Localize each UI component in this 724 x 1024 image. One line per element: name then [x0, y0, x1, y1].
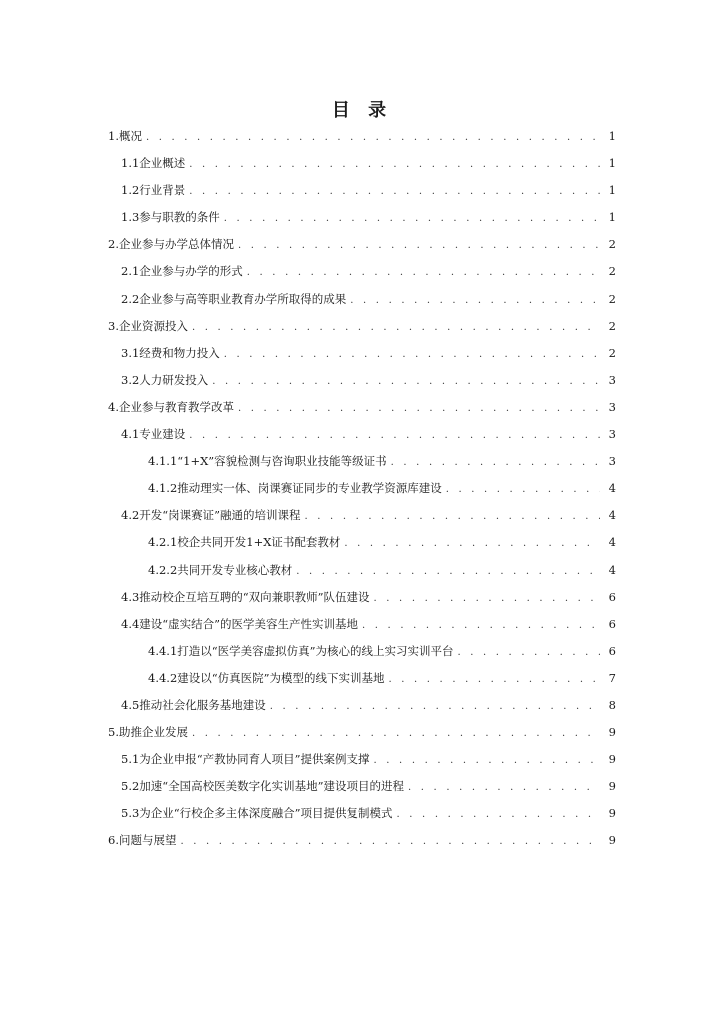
toc-entry[interactable]: [108, 367, 616, 394]
toc-page-number: 9: [608, 833, 616, 848]
toc-entry-title: 4.2开发“岗课赛证”融通的培训课程: [121, 508, 301, 523]
toc-entry[interactable]: [108, 611, 616, 638]
toc-dot-leader: [180, 828, 600, 855]
toc-entry[interactable]: [108, 584, 616, 611]
toc-dot-leader: [374, 747, 600, 774]
toc-dot-leader: [192, 314, 600, 341]
toc-page-number: 9: [608, 752, 616, 767]
toc-entry[interactable]: [108, 231, 616, 258]
toc-entry-title: 4.2.2共同开发专业核心教材: [148, 562, 293, 577]
toc-entry-title: 1.1企业概述: [121, 156, 186, 171]
toc-entry-title: 2.1企业参与办学的形式: [121, 264, 243, 279]
toc-title: 目 录: [331, 100, 393, 121]
toc-entry-title: 4.3推动校企互培互聘的“双向兼职教师”队伍建设: [121, 589, 370, 604]
toc-entry[interactable]: [108, 638, 616, 665]
toc-dot-leader: [270, 693, 600, 720]
toc-entry-title: 5.1为企业申报“产教协同育人项目”提供案例支撑: [121, 752, 370, 767]
toc-entry-title: 4.1.1“1+X”容貌检测与咨询职业技能等级证书: [148, 454, 387, 469]
toc-entry-title: 2.企业参与办学总体情况: [108, 237, 234, 252]
toc-dot-leader: [224, 205, 600, 232]
toc-entry[interactable]: [108, 258, 616, 285]
toc-entry-title: 1.概况: [108, 129, 142, 143]
toc-page-number: 9: [608, 806, 616, 821]
toc-entry[interactable]: [108, 773, 616, 800]
toc-page-number: 1: [608, 129, 616, 143]
toc-page-number: 6: [608, 643, 616, 658]
toc-entry-title: 4.1.2推动理实一体、岗课赛证同步的专业教学资源库建设: [148, 481, 442, 496]
toc-entry[interactable]: [108, 800, 616, 827]
toc-entry[interactable]: [108, 475, 616, 502]
toc-entry-title: 1.3参与职教的条件: [121, 210, 220, 225]
toc-dot-leader: [192, 720, 600, 747]
toc-entry-title: 4.5推动社会化服务基地建设: [121, 697, 266, 712]
toc-dot-leader: [189, 422, 600, 449]
toc-entry[interactable]: [108, 719, 616, 746]
toc-page-number: 6: [608, 589, 616, 604]
toc-page-number: 2: [608, 345, 616, 360]
toc-entry-title: 3.1经费和物力投入: [121, 345, 220, 360]
toc-dot-leader: [305, 503, 600, 530]
toc-entry-title: 4.2.1校企共同开发1+X证书配套教材: [148, 535, 341, 550]
toc-entry-title: 5.2加速“全国高校医美数字化实训基地”建设项目的进程: [121, 779, 405, 794]
toc-page-number: 6: [608, 616, 616, 631]
toc-page-number: 4: [608, 562, 616, 577]
toc-entry-title: 2.2企业参与高等职业教育办学所取得的成果: [121, 291, 347, 306]
toc-entry-title: 4.4.1打造以“医学美容虚拟仿真”为核心的线上实习实训平台: [148, 643, 454, 658]
toc-dot-leader: [408, 774, 600, 801]
toc-page-number: 2: [608, 291, 616, 306]
toc-dot-leader: [296, 558, 600, 585]
toc-entry[interactable]: [108, 502, 616, 529]
toc-page-number: 1: [608, 210, 616, 225]
toc-page-number: 9: [608, 779, 616, 794]
toc-page-number: 8: [608, 697, 616, 712]
toc-entry-title: 4.企业参与教育教学改革: [108, 399, 234, 414]
toc-entry-title: 4.4.2建设以“仿真医院”为模型的线下实训基地: [148, 670, 385, 685]
toc-entry[interactable]: [108, 313, 616, 340]
toc-page-number: 2: [608, 318, 616, 333]
toc-page-number: 1: [608, 156, 616, 171]
toc-dot-leader: [391, 449, 600, 476]
toc-page-number: 3: [608, 372, 616, 387]
toc-dot-leader: [389, 666, 600, 693]
toc-dot-leader: [374, 585, 600, 612]
toc-page-number: 3: [608, 454, 616, 469]
toc-entry[interactable]: [108, 529, 616, 556]
toc-entry-title: 5.助推企业发展: [108, 725, 188, 740]
toc-page-number: 7: [608, 670, 616, 685]
toc-entry[interactable]: [108, 177, 616, 204]
toc-entry-title: 5.3为企业“行校企多主体深度融合”项目提供复制模式: [121, 806, 393, 821]
toc-entry[interactable]: [108, 421, 616, 448]
toc-dot-leader: [224, 341, 600, 368]
toc-entry[interactable]: [108, 746, 616, 773]
toc-list: [108, 123, 616, 855]
toc-page-number: 2: [608, 237, 616, 252]
toc-entry[interactable]: [108, 692, 616, 719]
toc-entry[interactable]: [108, 286, 616, 313]
toc-dot-leader: [397, 801, 600, 828]
toc-entry-title: 4.4建设“虚实结合”的医学美容生产性实训基地: [121, 616, 359, 631]
toc-entry[interactable]: [108, 150, 616, 177]
toc-entry-title: 6.问题与展望: [108, 833, 177, 848]
toc-page-number: 4: [608, 535, 616, 550]
toc-entry[interactable]: [108, 394, 616, 421]
toc-page-number: 3: [608, 399, 616, 414]
toc-entry[interactable]: [108, 123, 616, 150]
toc-dot-leader: [458, 639, 600, 666]
toc-dot-leader: [212, 368, 600, 395]
toc-entry[interactable]: [108, 204, 616, 231]
toc-entry-title: 4.1专业建设: [121, 427, 186, 442]
toc-dot-leader: [238, 395, 600, 422]
toc-dot-leader: [146, 124, 600, 151]
toc-dot-leader: [238, 232, 600, 259]
toc-entry[interactable]: [108, 340, 616, 367]
toc-page-number: 1: [608, 183, 616, 198]
toc-page-number: 3: [608, 427, 616, 442]
toc-dot-leader: [362, 612, 600, 639]
toc-entry-title: 3.企业资源投入: [108, 318, 188, 333]
toc-entry[interactable]: [108, 448, 616, 475]
toc-entry[interactable]: [108, 557, 616, 584]
toc-dot-leader: [247, 259, 600, 286]
toc-dot-leader: [350, 287, 600, 314]
toc-entry-title: 3.2人力研发投入: [121, 372, 209, 387]
toc-entry[interactable]: [108, 827, 616, 854]
toc-dot-leader: [344, 530, 600, 557]
toc-page-number: 4: [608, 508, 616, 523]
toc-page-number: 2: [608, 264, 616, 279]
toc-entry-title: 1.2行业背景: [121, 183, 186, 198]
toc-dot-leader: [189, 151, 600, 178]
toc-dot-leader: [189, 178, 600, 205]
toc-page-number: 9: [608, 725, 616, 740]
toc-entry[interactable]: [108, 665, 616, 692]
toc-dot-leader: [446, 476, 600, 503]
toc-page-number: 4: [608, 481, 616, 496]
